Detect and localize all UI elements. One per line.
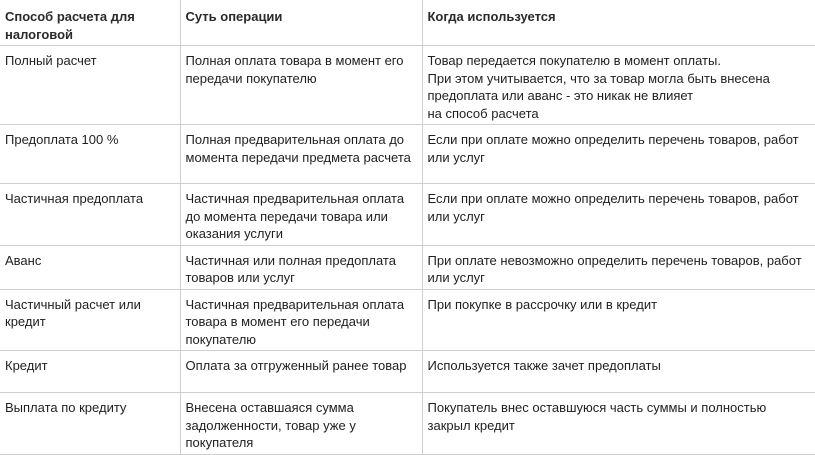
- table-row: [0, 184, 815, 246]
- table-row: [0, 351, 815, 393]
- table-row: [0, 393, 815, 455]
- table-row: [0, 245, 815, 289]
- essence-cell: Полная оплата товара в момент его передачи покупателю: [180, 46, 422, 125]
- essence-cell: Частичная предварительная оплата до момента передачи товара или оказания услуги: [180, 184, 422, 246]
- usage-cell: Если при оплате можно определить перечень товаров, работ или услуг: [422, 184, 815, 246]
- table-row: [0, 46, 815, 125]
- method-cell: Частичная предоплата: [0, 184, 180, 246]
- method-cell: Аванс: [0, 245, 180, 289]
- essence-cell: Оплата за отгруженный ранее товар: [180, 351, 422, 393]
- usage-cell: Используется также зачет предоплаты: [422, 351, 815, 393]
- usage-cell: При покупке в рассрочку или в кредит: [422, 289, 815, 351]
- essence-cell: Частичная предварительная оплата товара в момент его передачи покупателю: [180, 289, 422, 351]
- essence-cell: Внесена оставшаяся сумма задолженности, товар уже у покупателя: [180, 393, 422, 455]
- essence-cell: Полная предварительная оплата до момента передачи предмета расчета: [180, 125, 422, 184]
- usage-cell: [422, 46, 815, 125]
- method-cell: Предоплата 100 %: [0, 125, 180, 184]
- method-cell: Кредит: [0, 351, 180, 393]
- usage-line: на способ расчета: [427, 105, 539, 121]
- usage-line: При этом учитывается, что за товар могла быть внесена предоплата или аванс - это никак не влияет: [427, 70, 770, 103]
- column-header-method: Способ расчета для налоговой: [0, 0, 180, 46]
- usage-cell: Покупатель внес оставшуюся часть суммы и полностью закрыл кредит: [422, 393, 815, 455]
- table-header-row: [0, 0, 815, 46]
- usage-cell: Если при оплате можно определить перечень товаров, работ или услуг: [422, 125, 815, 184]
- column-header-essence: Суть операции: [180, 0, 422, 46]
- essence-cell: Частичная или полная предоплата товаров или услуг: [180, 245, 422, 289]
- method-cell: Выплата по кредиту: [0, 393, 180, 455]
- table-row: [0, 125, 815, 184]
- method-cell: Частичный расчет или кредит: [0, 289, 180, 351]
- table-row: [0, 289, 815, 351]
- method-cell: Полный расчет: [0, 46, 180, 125]
- usage-cell: При оплате невозможно определить перечень товаров, работ или услуг: [422, 245, 815, 289]
- column-header-usage: Когда используется: [422, 0, 815, 46]
- usage-line: Товар передается покупателю в момент оплаты.: [427, 53, 721, 68]
